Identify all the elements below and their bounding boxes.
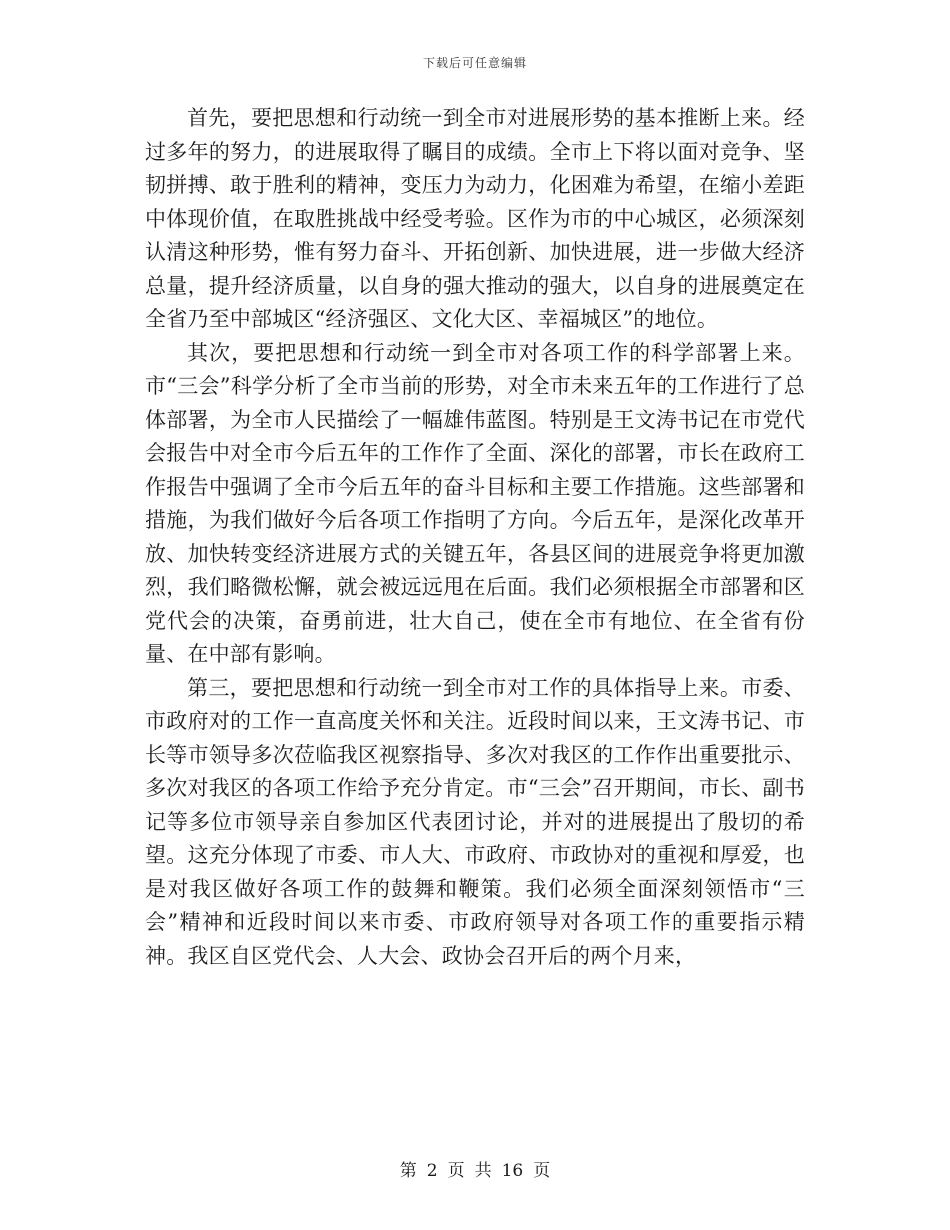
footer-page-suffix: 页	[533, 1161, 551, 1181]
footer-total-prefix: 共	[474, 1161, 492, 1181]
paragraph-second: 其次，要把思想和行动统一到全市对各项工作的科学部署上来。市“三会”科学分析了全市当前的形势，对全市未来五年的工作进行了总体部署，为全市人民描绘了一幅雄伟蓝图。特别是王文涛书记在市党代会报告中对全市今后五年的工作作了全面、深化的部署，市长在政府工作报告中强调了全市今后五年的奋斗目标和主要工作措施。这些部署和措施，为我们做好今后各项工作指明了方向。今后五年，是深化改革开放、加快转变经济进展方式的关键五年，各县区间的进展竞争将更加激烈，我们略微松懈，就会被远远甩在后面。我们必须根据全市部署和区党代会的决策，奋勇前进，壮大自己，使在全市有地位、在全省有份量、在中部有影响。	[145, 340, 805, 666]
footer-page-mid: 页	[447, 1161, 465, 1181]
document-body	[145, 102, 805, 973]
paragraph-first: 首先，要把思想和行动统一到全市对进展形势的基本推断上来。经过多年的努力，的进展取得了瞩目的成绩。全市上下将以面对竞争、坚韧拼搏、敢于胜利的精神，变压力为动力，化困难为希望，在缩小差距中体现价值，在取胜挑战中经受考验。区作为市的中心城区，必须深刻认清这种形势，惟有努力奋斗、开拓创新、加快进展，进一步做大经济总量，提升经济质量，以自身的强大推动的强大，以自身的进展奠定在全省乃至中部城区“经济强区、文化大区、幸福城区”的地位。	[145, 106, 805, 331]
footer-total-pages: 16	[501, 1161, 524, 1181]
footer-page-prefix: 第	[399, 1161, 417, 1181]
page-header: 下载后可任意编辑	[422, 56, 527, 70]
paragraph-third: 第三，要把思想和行动统一到全市对工作的具体指导上来。市委、市政府对的工作一直高度关怀和关注。近段时间以来，王文涛书记、市长等市领导多次莅临我区视察指导、多次对我区的工作作出重要批示、多次对我区的各项工作给予充分肯定。市“三会”召开期间，市长、副书记等多位市领导亲自参加区代表团讨论，并对的进展提出了殷切的希望。这充分体现了市委、市人大、市政府、市政协对的重视和厚爱，也是对我区做好各项工作的鼓舞和鞭策。我们必须全面深刻领悟市“三会”精神和近段时间以来市委、市政府领导对各项工作的重要指示精神。我区自区党代会、人大会、政协会召开后的两个月来，	[145, 675, 805, 968]
page-footer	[0, 1156, 950, 1181]
footer-page-number: 2	[426, 1161, 438, 1181]
